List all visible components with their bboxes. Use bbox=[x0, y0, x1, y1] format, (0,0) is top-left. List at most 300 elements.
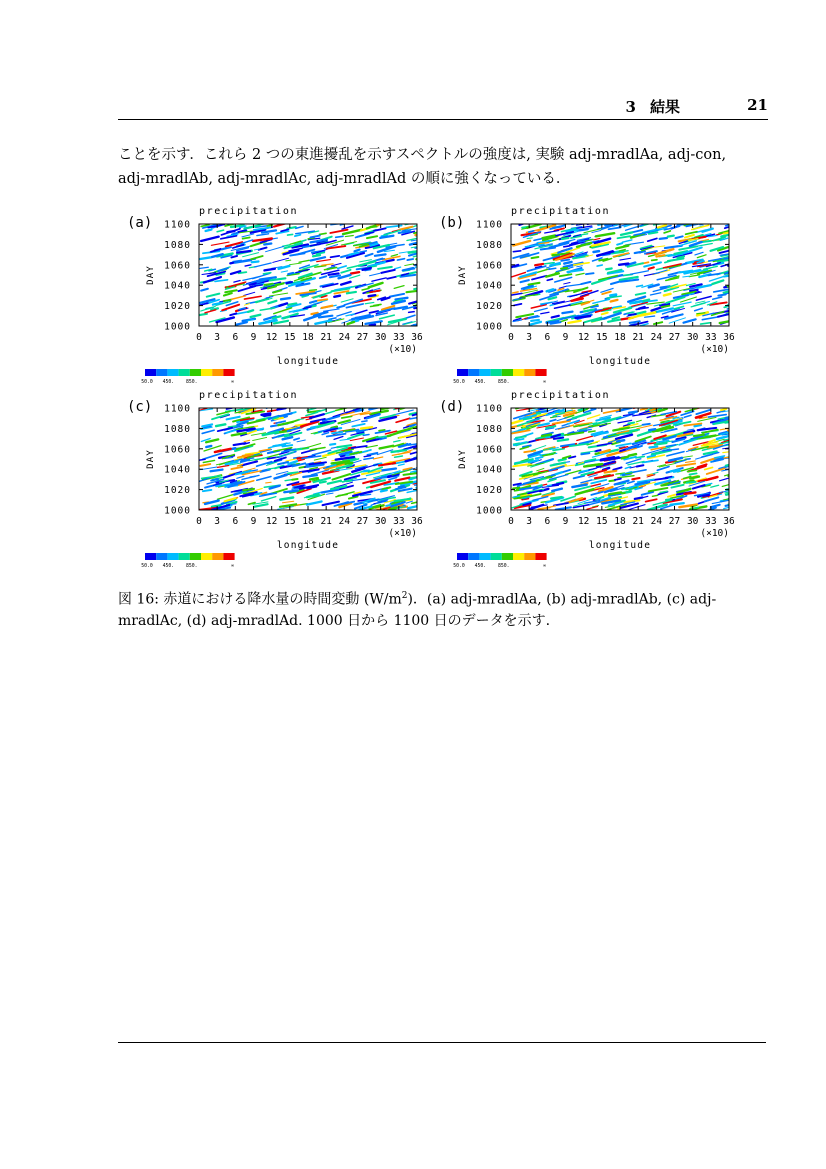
precip-streak bbox=[516, 436, 526, 437]
precip-streak bbox=[292, 283, 300, 284]
precip-streak bbox=[370, 325, 376, 326]
x-tick-label: 15 bbox=[284, 332, 296, 343]
precip-streak bbox=[677, 256, 684, 257]
x-tick-label: 6 bbox=[232, 332, 239, 343]
y-tick-label: 1040 bbox=[164, 280, 191, 292]
precip-streak bbox=[594, 251, 599, 252]
y-tick-label: 1040 bbox=[476, 464, 503, 476]
precip-streak bbox=[652, 260, 657, 261]
precip-streak bbox=[416, 258, 426, 259]
y-tick-label: 1080 bbox=[476, 239, 503, 251]
precip-streak bbox=[292, 220, 311, 224]
colorbar-label: 50.0 bbox=[453, 564, 465, 569]
precip-streak bbox=[558, 439, 568, 441]
x-tick-label: 0 bbox=[196, 332, 202, 343]
precip-streak bbox=[310, 290, 317, 291]
panel-label: (a) bbox=[127, 215, 153, 231]
colorbar-label: 850. bbox=[498, 564, 510, 569]
x-axis-label: longitude bbox=[276, 540, 340, 551]
x-multiplier: (×10) bbox=[700, 344, 729, 355]
colorbar-label: ∞ bbox=[231, 564, 235, 569]
x-tick-label: 27 bbox=[668, 516, 681, 527]
precip-streak bbox=[409, 312, 415, 313]
precip-streak bbox=[690, 473, 697, 474]
precip-streak bbox=[375, 254, 386, 255]
figure-panel-a bbox=[125, 202, 435, 385]
y-tick-label: 1080 bbox=[164, 239, 191, 251]
colorbar-swatch bbox=[479, 369, 490, 376]
precip-streak bbox=[415, 484, 423, 485]
precip-streak bbox=[351, 272, 359, 273]
precip-streak bbox=[513, 251, 520, 252]
precip-streak bbox=[224, 300, 231, 301]
precip-streak bbox=[729, 431, 745, 434]
precip-streak bbox=[531, 320, 539, 321]
figure-panel-b bbox=[437, 202, 747, 385]
y-tick-label: 1000 bbox=[164, 321, 191, 333]
x-tick-label: 30 bbox=[374, 516, 387, 527]
precip-streak bbox=[615, 479, 621, 480]
x-tick-label: 33 bbox=[705, 332, 717, 343]
y-tick-label: 1000 bbox=[164, 505, 191, 517]
precip-streak bbox=[308, 495, 320, 496]
colorbar-swatch bbox=[179, 369, 190, 376]
precip-streak bbox=[266, 482, 271, 483]
x-tick-label: 21 bbox=[320, 332, 332, 343]
x-tick-label: 3 bbox=[214, 332, 221, 343]
precip-streak bbox=[536, 457, 543, 458]
precip-streak bbox=[281, 298, 290, 299]
precip-streak bbox=[728, 263, 746, 266]
colorbar-swatch bbox=[167, 553, 178, 560]
y-tick-label: 1100 bbox=[164, 219, 191, 231]
colorbar-swatch bbox=[201, 553, 212, 560]
precip-streak bbox=[330, 444, 335, 445]
precip-streak bbox=[546, 454, 553, 455]
precip-streak bbox=[589, 431, 595, 432]
x-tick-label: 21 bbox=[320, 516, 332, 527]
x-tick-label: 12 bbox=[265, 332, 278, 343]
x-tick-label: 9 bbox=[562, 516, 569, 527]
colorbar-swatch bbox=[479, 553, 490, 560]
y-tick-label: 1060 bbox=[164, 444, 191, 456]
precip-streak bbox=[369, 295, 376, 296]
colorbar-swatch bbox=[502, 553, 513, 560]
colorbar-label: ∞ bbox=[231, 380, 235, 385]
precip-streak bbox=[609, 480, 615, 481]
x-tick-label: 33 bbox=[705, 516, 717, 527]
precip-streak bbox=[513, 487, 519, 488]
precip-streak bbox=[595, 450, 600, 451]
precip-streak bbox=[690, 290, 697, 291]
precip-streak bbox=[320, 233, 327, 234]
precip-streak bbox=[728, 473, 747, 476]
y-tick-label: 1040 bbox=[476, 280, 503, 292]
precip-streak bbox=[664, 294, 671, 296]
precip-streak bbox=[288, 234, 293, 235]
precip-streak bbox=[513, 292, 518, 293]
precip-streak bbox=[417, 300, 427, 302]
precip-streak bbox=[728, 301, 742, 306]
colorbar-swatch bbox=[502, 369, 513, 376]
precip-streak bbox=[381, 490, 387, 491]
precip-streak bbox=[611, 300, 618, 302]
precip-streak bbox=[313, 255, 320, 256]
x-tick-label: 6 bbox=[544, 516, 551, 527]
precip-streak bbox=[606, 268, 611, 269]
x-tick-label: 24 bbox=[338, 332, 351, 343]
x-tick-label: 12 bbox=[577, 332, 590, 343]
y-tick-label: 1020 bbox=[476, 301, 503, 313]
x-tick-label: 3 bbox=[526, 516, 533, 527]
colorbar-swatch bbox=[535, 369, 546, 376]
precip-streak bbox=[552, 316, 559, 318]
precip-streak bbox=[721, 409, 726, 410]
precip-streak bbox=[694, 435, 704, 436]
precip-streak bbox=[416, 229, 430, 233]
precip-streak bbox=[687, 482, 696, 483]
colorbar-swatch bbox=[167, 369, 178, 376]
x-tick-label: 3 bbox=[214, 516, 221, 527]
caption-label: 図 16: bbox=[118, 591, 159, 608]
precip-streak bbox=[562, 312, 572, 313]
colorbar-label: 450. bbox=[162, 564, 175, 569]
precip-streak bbox=[724, 276, 732, 277]
x-tick-label: 36 bbox=[411, 332, 423, 343]
page-number: 21 bbox=[747, 96, 768, 114]
precip-streak bbox=[334, 296, 340, 297]
x-axis-label: longitude bbox=[588, 356, 652, 367]
x-axis-label: longitude bbox=[588, 540, 652, 551]
x-tick-label: 0 bbox=[508, 332, 514, 343]
x-tick-label: 21 bbox=[632, 516, 644, 527]
x-tick-label: 15 bbox=[596, 516, 608, 527]
precip-streak bbox=[688, 470, 697, 471]
colorbar-swatch bbox=[457, 553, 468, 560]
y-tick-label: 1000 bbox=[476, 505, 503, 517]
precip-streak bbox=[554, 438, 563, 439]
precip-streak bbox=[649, 447, 657, 448]
x-tick-label: 18 bbox=[614, 332, 626, 343]
precip-streak bbox=[629, 412, 637, 413]
precip-streak bbox=[252, 261, 259, 262]
y-tick-label: 1060 bbox=[476, 444, 503, 456]
colorbar-swatch bbox=[201, 369, 212, 376]
precip-streak bbox=[288, 273, 293, 274]
precip-streak bbox=[329, 273, 339, 274]
precip-streak bbox=[632, 478, 639, 479]
y-axis-label: DAY bbox=[458, 449, 468, 469]
x-tick-label: 0 bbox=[196, 516, 202, 527]
precip-streak bbox=[407, 259, 413, 260]
precip-streak bbox=[243, 489, 254, 490]
precip-streak bbox=[200, 257, 210, 259]
figure-panel-c bbox=[125, 386, 435, 569]
precip-streak bbox=[410, 425, 415, 427]
section-number: 3 bbox=[625, 98, 636, 116]
y-tick-label: 1020 bbox=[164, 301, 191, 313]
x-tick-label: 9 bbox=[250, 332, 257, 343]
colorbar-swatch bbox=[223, 553, 234, 560]
precip-streak bbox=[652, 495, 657, 496]
precip-streak bbox=[729, 302, 737, 305]
colorbar-swatch bbox=[190, 553, 201, 560]
precip-streak bbox=[415, 245, 434, 248]
y-tick-label: 1080 bbox=[164, 423, 191, 435]
body-paragraph bbox=[118, 143, 770, 191]
x-tick-label: 24 bbox=[338, 516, 351, 527]
precip-streak bbox=[729, 431, 735, 433]
precip-streak bbox=[243, 237, 250, 238]
precip-streak bbox=[310, 478, 318, 480]
x-multiplier: (×10) bbox=[388, 528, 417, 539]
precip-streak bbox=[417, 454, 429, 456]
panel-label: (c) bbox=[127, 399, 153, 415]
precip-streak bbox=[662, 306, 670, 307]
precip-streak bbox=[564, 246, 569, 247]
x-tick-label: 33 bbox=[393, 516, 405, 527]
header-rule bbox=[118, 119, 768, 120]
precip-streak bbox=[361, 427, 372, 428]
precip-streak bbox=[212, 505, 221, 506]
y-tick-label: 1020 bbox=[476, 485, 503, 497]
colorbar-swatch bbox=[524, 553, 535, 560]
x-tick-label: 24 bbox=[650, 332, 663, 343]
x-tick-label: 15 bbox=[596, 332, 608, 343]
x-tick-label: 27 bbox=[356, 516, 369, 527]
precip-streak bbox=[619, 264, 628, 265]
colorbar-label: 50.0 bbox=[141, 380, 153, 385]
y-tick-label: 1040 bbox=[164, 464, 191, 476]
precip-streak bbox=[529, 231, 534, 232]
colorbar-label: 50.0 bbox=[453, 380, 465, 385]
precip-streak bbox=[649, 267, 654, 269]
x-tick-label: 3 bbox=[526, 332, 533, 343]
precip-streak bbox=[727, 303, 743, 305]
precip-streak bbox=[532, 257, 539, 258]
precip-streak bbox=[264, 415, 270, 416]
precip-streak bbox=[622, 457, 628, 459]
x-tick-label: 36 bbox=[723, 332, 735, 343]
x-tick-label: 30 bbox=[374, 332, 387, 343]
colorbar-label: 850. bbox=[186, 564, 198, 569]
precip-streak bbox=[567, 230, 578, 232]
y-axis-label: DAY bbox=[146, 449, 156, 469]
precip-streak bbox=[629, 454, 636, 456]
colorbar-swatch bbox=[535, 553, 546, 560]
precip-streak bbox=[542, 435, 551, 436]
precip-streak bbox=[660, 238, 667, 239]
y-tick-label: 1100 bbox=[476, 219, 503, 231]
precip-streak bbox=[685, 492, 696, 493]
colorbar-label: 450. bbox=[162, 380, 175, 385]
precip-streak bbox=[417, 484, 430, 488]
x-axis-label: longitude bbox=[276, 356, 340, 367]
section-title: 結果 bbox=[649, 98, 680, 116]
x-multiplier: (×10) bbox=[700, 528, 729, 539]
precip-streak bbox=[206, 230, 212, 231]
colorbar-swatch bbox=[491, 369, 502, 376]
colorbar-swatch bbox=[468, 553, 479, 560]
colorbar-swatch bbox=[223, 369, 234, 376]
precip-streak bbox=[235, 412, 240, 413]
x-tick-label: 24 bbox=[650, 516, 663, 527]
colorbar-swatch bbox=[179, 553, 190, 560]
precip-streak bbox=[609, 492, 621, 494]
colorbar-label: ∞ bbox=[543, 380, 547, 385]
chart-svg bbox=[125, 386, 435, 569]
precip-streak bbox=[561, 268, 567, 269]
caption-text-b: )．(a) adj-mradlAa, (b) adj-mradlAb, (c) adj-mradlAc, (d) adj-mradlAd. 1000 日から 1100 日のデータを示す. bbox=[118, 591, 717, 629]
colorbar-label: ∞ bbox=[543, 564, 547, 569]
chart-title: precipitation bbox=[511, 390, 611, 401]
precip-streak bbox=[703, 495, 709, 496]
y-axis-label: DAY bbox=[458, 265, 468, 285]
precip-streak bbox=[547, 279, 552, 280]
precip-streak bbox=[264, 244, 271, 245]
paragraph-line-2: adj-mradlAb, adj-mradlAc, adj-mradlAd の順に強くなっている． bbox=[118, 171, 571, 187]
chart-svg bbox=[437, 202, 747, 385]
colorbar-swatch bbox=[457, 369, 468, 376]
precip-streak bbox=[292, 479, 297, 480]
x-tick-label: 27 bbox=[668, 332, 681, 343]
x-tick-label: 0 bbox=[508, 516, 514, 527]
precip-streak bbox=[695, 425, 701, 426]
x-tick-label: 36 bbox=[723, 516, 735, 527]
x-tick-label: 27 bbox=[356, 332, 369, 343]
colorbar-swatch bbox=[212, 369, 223, 376]
precip-streak bbox=[610, 294, 616, 295]
colorbar-label: 850. bbox=[498, 380, 510, 385]
precip-streak bbox=[729, 480, 746, 484]
precip-streak bbox=[551, 497, 561, 499]
chart-title: precipitation bbox=[199, 206, 299, 217]
precip-streak bbox=[286, 282, 292, 283]
precip-streak bbox=[320, 482, 326, 483]
panel-label: (d) bbox=[439, 399, 465, 415]
colorbar-label: 50.0 bbox=[141, 564, 153, 569]
precip-streak bbox=[629, 314, 636, 315]
colorbar-label: 450. bbox=[474, 380, 487, 385]
precip-streak bbox=[248, 310, 253, 312]
precip-streak bbox=[628, 423, 634, 424]
colorbar-swatch bbox=[145, 369, 156, 376]
chart-title: precipitation bbox=[511, 206, 611, 217]
precip-streak bbox=[597, 265, 602, 266]
paragraph-line-1: ことを示す．これら 2 つの東進擾乱を示すスペクトルの強度は, 実験 adj-mradlAa, adj-con, bbox=[118, 147, 727, 163]
x-tick-label: 21 bbox=[632, 332, 644, 343]
precip-streak bbox=[347, 292, 356, 293]
precip-streak bbox=[399, 486, 404, 487]
precip-streak bbox=[666, 477, 672, 478]
figure-panel-d bbox=[437, 386, 747, 569]
x-tick-label: 36 bbox=[411, 516, 423, 527]
precip-streak bbox=[200, 459, 206, 460]
x-tick-label: 30 bbox=[686, 332, 699, 343]
x-tick-label: 30 bbox=[686, 516, 699, 527]
x-tick-label: 12 bbox=[577, 516, 590, 527]
precip-streak bbox=[559, 459, 566, 460]
x-multiplier: (×10) bbox=[388, 344, 417, 355]
colorbar-swatch bbox=[468, 369, 479, 376]
x-tick-label: 15 bbox=[284, 516, 296, 527]
precip-streak bbox=[562, 238, 569, 239]
precip-streak bbox=[647, 474, 652, 475]
x-tick-label: 9 bbox=[562, 332, 569, 343]
y-tick-label: 1080 bbox=[476, 423, 503, 435]
colorbar-swatch bbox=[156, 553, 167, 560]
colorbar-label: 850. bbox=[186, 380, 198, 385]
colorbar-swatch bbox=[491, 553, 502, 560]
x-tick-label: 6 bbox=[544, 332, 551, 343]
y-tick-label: 1060 bbox=[476, 260, 503, 272]
colorbar-swatch bbox=[513, 369, 524, 376]
chart-title: precipitation bbox=[199, 390, 299, 401]
precip-streak bbox=[668, 236, 674, 237]
precip-streak bbox=[671, 470, 680, 471]
precip-streak bbox=[336, 236, 343, 237]
precip-streak bbox=[610, 450, 618, 452]
precip-streak bbox=[670, 503, 683, 505]
y-tick-label: 1100 bbox=[164, 403, 191, 415]
precip-streak bbox=[656, 255, 664, 256]
caption-superscript: 2 bbox=[401, 591, 408, 601]
precip-streak bbox=[331, 431, 336, 432]
precip-streak bbox=[586, 273, 594, 274]
precip-streak bbox=[643, 424, 650, 425]
x-tick-label: 6 bbox=[232, 516, 239, 527]
x-tick-label: 33 bbox=[393, 332, 405, 343]
colorbar-swatch bbox=[212, 553, 223, 560]
precip-streak bbox=[211, 470, 223, 472]
precip-streak bbox=[564, 262, 571, 264]
colorbar-swatch bbox=[156, 369, 167, 376]
precip-streak bbox=[578, 229, 587, 230]
precip-streak bbox=[561, 260, 569, 261]
x-tick-label: 18 bbox=[302, 332, 314, 343]
y-tick-label: 1060 bbox=[164, 260, 191, 272]
precip-streak bbox=[617, 440, 624, 441]
precip-streak bbox=[363, 435, 369, 436]
precip-streak bbox=[649, 429, 655, 430]
chart-svg bbox=[437, 386, 747, 569]
precip-streak bbox=[655, 443, 667, 445]
x-tick-label: 9 bbox=[250, 516, 257, 527]
page-header bbox=[118, 96, 768, 118]
chart-svg bbox=[125, 202, 435, 385]
precip-streak bbox=[199, 314, 206, 315]
precip-streak bbox=[637, 285, 643, 286]
x-tick-label: 18 bbox=[302, 516, 314, 527]
x-tick-label: 12 bbox=[265, 516, 278, 527]
colorbar-swatch bbox=[190, 369, 201, 376]
y-tick-label: 1020 bbox=[164, 485, 191, 497]
figure-caption bbox=[118, 586, 770, 632]
precip-streak bbox=[728, 502, 741, 505]
caption-text-a: 赤道における降水量の時間変動 (W/m bbox=[158, 591, 402, 608]
panel-label: (b) bbox=[439, 215, 465, 231]
precip-streak bbox=[535, 264, 543, 265]
y-tick-label: 1000 bbox=[476, 321, 503, 333]
precip-streak bbox=[362, 421, 367, 422]
precip-streak bbox=[549, 268, 556, 269]
precip-streak bbox=[206, 446, 211, 447]
colorbar-swatch bbox=[145, 553, 156, 560]
y-tick-label: 1100 bbox=[476, 403, 503, 415]
colorbar-swatch bbox=[513, 553, 524, 560]
precip-streak bbox=[216, 424, 225, 426]
precip-streak bbox=[379, 430, 385, 431]
